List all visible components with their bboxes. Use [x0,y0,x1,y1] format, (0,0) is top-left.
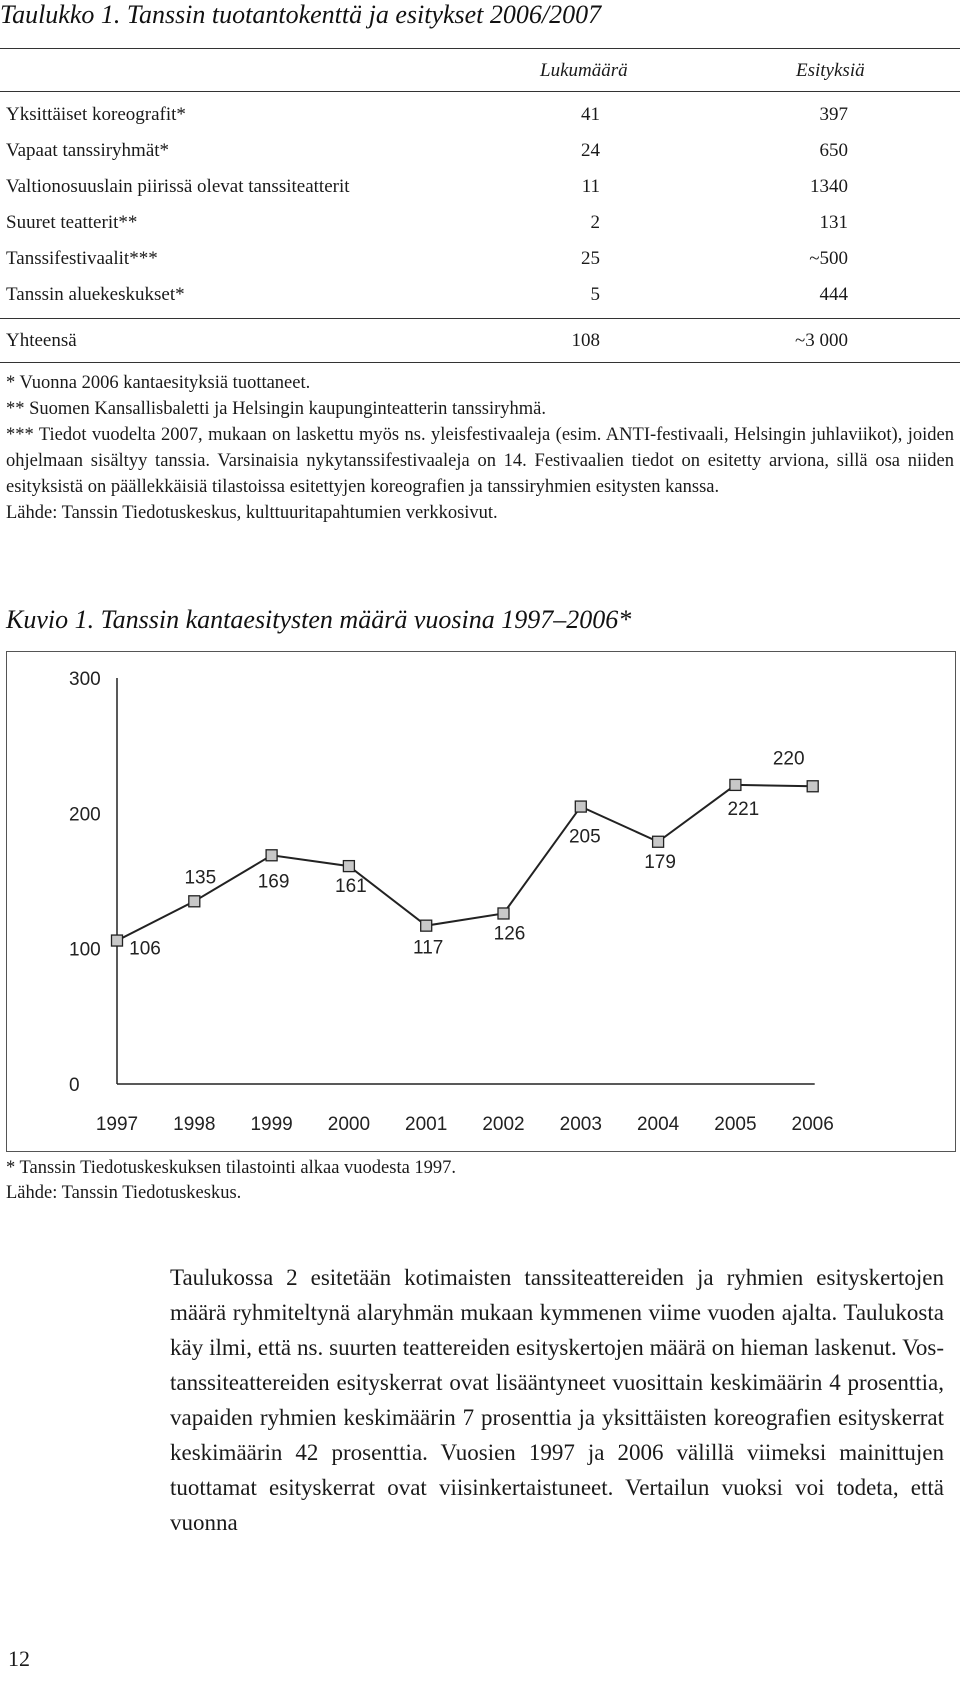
row-label: Vapaat tanssiryhmät* [6,140,170,161]
data-label: 161 [335,876,367,898]
figure-notes [6,1156,456,1206]
row-shows: ~500 [809,248,848,269]
data-label: 169 [257,871,290,893]
data-label: 220 [772,748,805,770]
data-label: 106 [129,938,161,960]
data-point [343,861,354,872]
x-tick-label: 2003 [559,1114,602,1135]
page-number: 12 [8,1646,30,1671]
data-label: 221 [727,798,760,820]
row-label: Tanssin aluekeskukset* [6,284,185,305]
row-shows: 1340 [810,176,848,197]
row-count: 5 [590,284,600,305]
figure-frame [6,651,956,1152]
table-note: * Vuonna 2006 kantaesityksiä tuottaneet. [6,373,311,393]
body-paragraph: Taulukossa 2 esitetään kotimaisten tanssiteattereiden ja ryhmien esityskertojen määrä ryhmiteltynä alaryhmän mukaan kymmenen viime vuoden ajalta. Taulukosta käy ilmi, että ns. suurten teattereiden esityskertojen määrä on hieman laskenut. Vos-tanssiteattereiden esityskerrat ovat lisääntyneet vuosittain keskimäärin 4 prosenttia, vapaiden ryhmien keskimäärin 7 prosenttia ja yksittäisten koreografien esityskerrat keskimäärin 42 prosenttia. Vuosien 1997 ja 2006 välillä viimeksi mainittujen tuottamat esityskerrat ovat viisinkertaistuneet. Vertailun vuoksi voi todeta, että vuonna [170,1265,944,1535]
data-label: 205 [568,826,601,848]
y-tick-label: 0 [69,1075,80,1096]
figure-note: * Tanssin Tiedotuskeskuksen tilastointi alkaa vuodesta 1997. [6,1158,457,1178]
total-rule [0,318,960,319]
x-tick-label: 1999 [250,1114,293,1135]
data-point [112,935,123,946]
row-shows: 397 [819,104,848,125]
data-point [575,801,586,812]
row-shows: 650 [819,140,848,161]
row-count: 25 [581,248,600,269]
row-label: Tanssifestivaalit*** [6,248,158,269]
x-tick-label: 2001 [405,1114,448,1135]
table-notes [6,370,954,526]
y-tick-label: 300 [69,669,101,690]
data-label: 126 [493,923,526,945]
total-count: 108 [571,330,600,351]
table-top-rule [0,48,960,49]
table-bottom-rule [0,362,960,363]
total-shows: ~3 000 [794,330,848,351]
data-point [421,920,432,931]
x-tick-label: 2002 [482,1114,525,1135]
data-point [807,781,818,792]
row-count: 11 [581,176,600,197]
table-note: *** Tiedot vuodelta 2007, mukaan on laskettu myös ns. yleisfestivaaleja (esim. ANTI-festivaali, Helsingin juhlaviikot), joiden ohjelmaan sisältyy tanssia. Varsinaisia nykytanssifestivaaleja on 14. Festivaalien tiedot on esitetty arviona, sillä osa niiden esityksistä on päällekkäisiä tilastoissa esitettyjen koreografien ja tanssiryhmien esitysten kanssa. [6,425,954,497]
x-tick-label: 2006 [791,1114,834,1135]
x-tick-label: 1998 [173,1114,216,1135]
figure-caption: Kuvio 1. Tanssin kantaesitysten määrä vuosina 1997–2006* [6,605,632,634]
data-point [653,836,664,847]
x-tick-label: 2005 [714,1114,757,1135]
y-tick-label: 200 [69,804,101,826]
x-tick-label: 2000 [327,1114,371,1135]
row-count: 2 [590,212,600,233]
header-rule [0,91,960,92]
row-label: Suuret teatterit** [6,212,138,233]
data-point [730,779,741,790]
row-shows: 131 [819,212,848,233]
figure-source: Lähde: Tanssin Tiedotuskeskus. [6,1183,242,1203]
data-label: 117 [413,937,444,959]
column-header-count: Lukumäärä [540,60,628,81]
table-source: Lähde: Tanssin Tiedotuskeskus, kulttuuritapahtumien verkkosivut. [6,503,498,523]
column-header-shows: Esityksiä [796,60,865,81]
y-tick-label: 100 [69,939,101,961]
table-note: ** Suomen Kansallisbaletti ja Helsingin kaupunginteatterin tanssiryhmä. [6,399,546,419]
data-label: 135 [184,867,217,889]
table-caption: Taulukko 1. Tanssin tuotantokenttä ja esitykset 2006/2007 [0,0,602,29]
data-point [189,896,200,907]
total-label: Yhteensä [6,330,77,351]
series-line [117,785,813,941]
x-tick-label: 1997 [95,1114,139,1135]
row-label: Valtionosuuslain piirissä olevat tanssiteatterit [6,176,350,197]
row-shows: 444 [819,284,848,305]
row-count: 24 [581,140,600,161]
row-count: 41 [581,104,600,125]
line-chart [7,652,955,1151]
x-tick-label: 2004 [636,1114,680,1135]
row-label: Yksittäiset koreografit* [6,104,186,125]
data-label: 179 [644,851,676,873]
data-point [498,908,509,919]
data-point [266,850,277,861]
